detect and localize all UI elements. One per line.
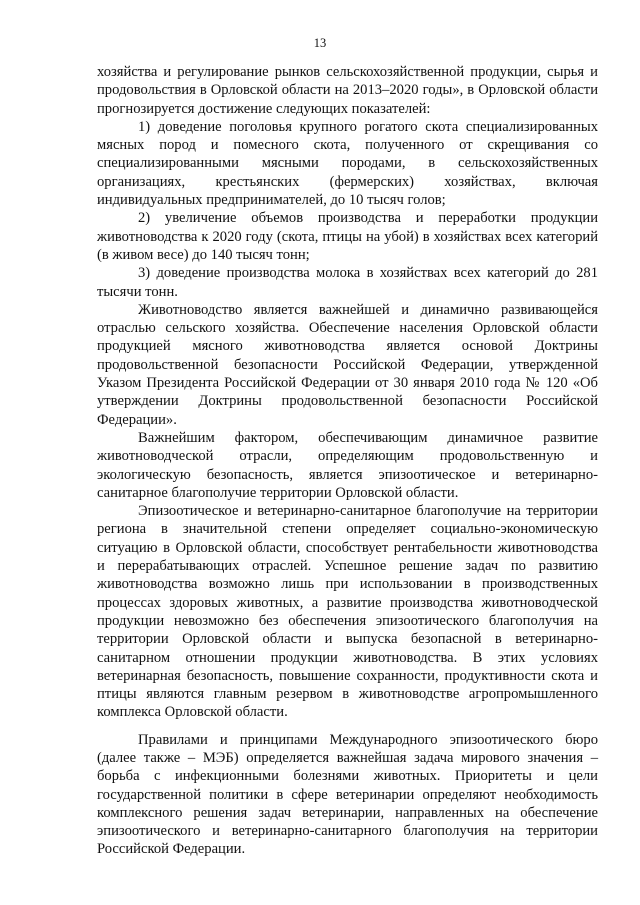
list-item-cattle-target: 1) доведение поголовья крупного рогатого скота специализированных мясных пород и помесного скота, полученного от скрещивания со специализированными мясными породами, в сельскохозяйственных организациях, крестьянских (фермерских) хозяйствах, включая индивидуальных предпринимателей, до 10 тысяч голов; [97, 118, 598, 209]
list-item-milk-target: 3) доведение производства молока в хозяйствах всех категорий до 281 тысячи тонн. [97, 265, 598, 300]
paragraph-epizootic-wellbeing: Эпизоотическое и ветеринарно-санитарное благополучие на территории региона в значительной степени определяет социально-экономическую ситуацию в Орловской области, способствует рентабельности животноводства и перерабатывающих отраслей. Успешное решение задач по развитию животноводства возможно лишь при использовании в производственных процессах здоровых животных, а развитие производства животноводческой продукции невозможно без обеспечения эпизоотического благополучия на территории Орловской области и выпуска безопасной в ветеринарно-санитарном отношении продукции животноводства. В этих условиях ветеринарная безопасность, повышение сохранности, продуктивности скота и птицы являются главным резервом в животноводстве агропромышленного комплекса Орловской области. [97, 503, 598, 721]
paragraph-continuation: хозяйства и регулирование рынков сельскохозяйственной продукции, сырья и продовольствия в Орловской области на 2013–2020 годы», в Орловской области прогнозируется достижение следующих показателей: [97, 64, 598, 117]
paragraph-key-factor: Важнейшим фактором, обеспечивающим динамичное развитие животноводческой отрасли, определяющим продовольственную и экологическую безопасность, является эпизоотическое и ветеринарно-санитарное благополучие территории Орловской области. [97, 429, 598, 501]
page-number: 13 [313, 36, 327, 50]
list-item-livestock-production-target: 2) увеличение объемов производства и переработки продукции животноводства к 2020 году (скота, птицы на убой) в хозяйствах всех категорий (в живом весе) до 140 тысяч тонн; [97, 210, 598, 263]
paragraph-oie-rules: Правилами и принципами Международного эпизоотического бюро (далее также – МЭБ) определяется важнейшая задача мирового значения – борьба с инфекционными болезнями животных. Приоритеты и цели государственной политики в сфере ветеринарии определяют необходимость комплексного решения задач ветеринарии, направленных на обеспечение эпизоотического и ветеринарно-санитарного благополучия на территории Российской Федерации. [97, 731, 598, 858]
paragraph-livestock-importance: Животноводство является важнейшей и динамично развивающейся отраслью сельского хозяйства. Обеспечение населения Орловской области продукцией мясного животноводства является основой Доктрины продовольственной безопасности Российской Федерации, утвержденной Указом Президента Российской Федерации от 30 января 2010 года № 120 «Об утверждении Доктрины продовольственной безопасности Российской Федерации». [97, 301, 598, 428]
document-body [97, 63, 598, 859]
